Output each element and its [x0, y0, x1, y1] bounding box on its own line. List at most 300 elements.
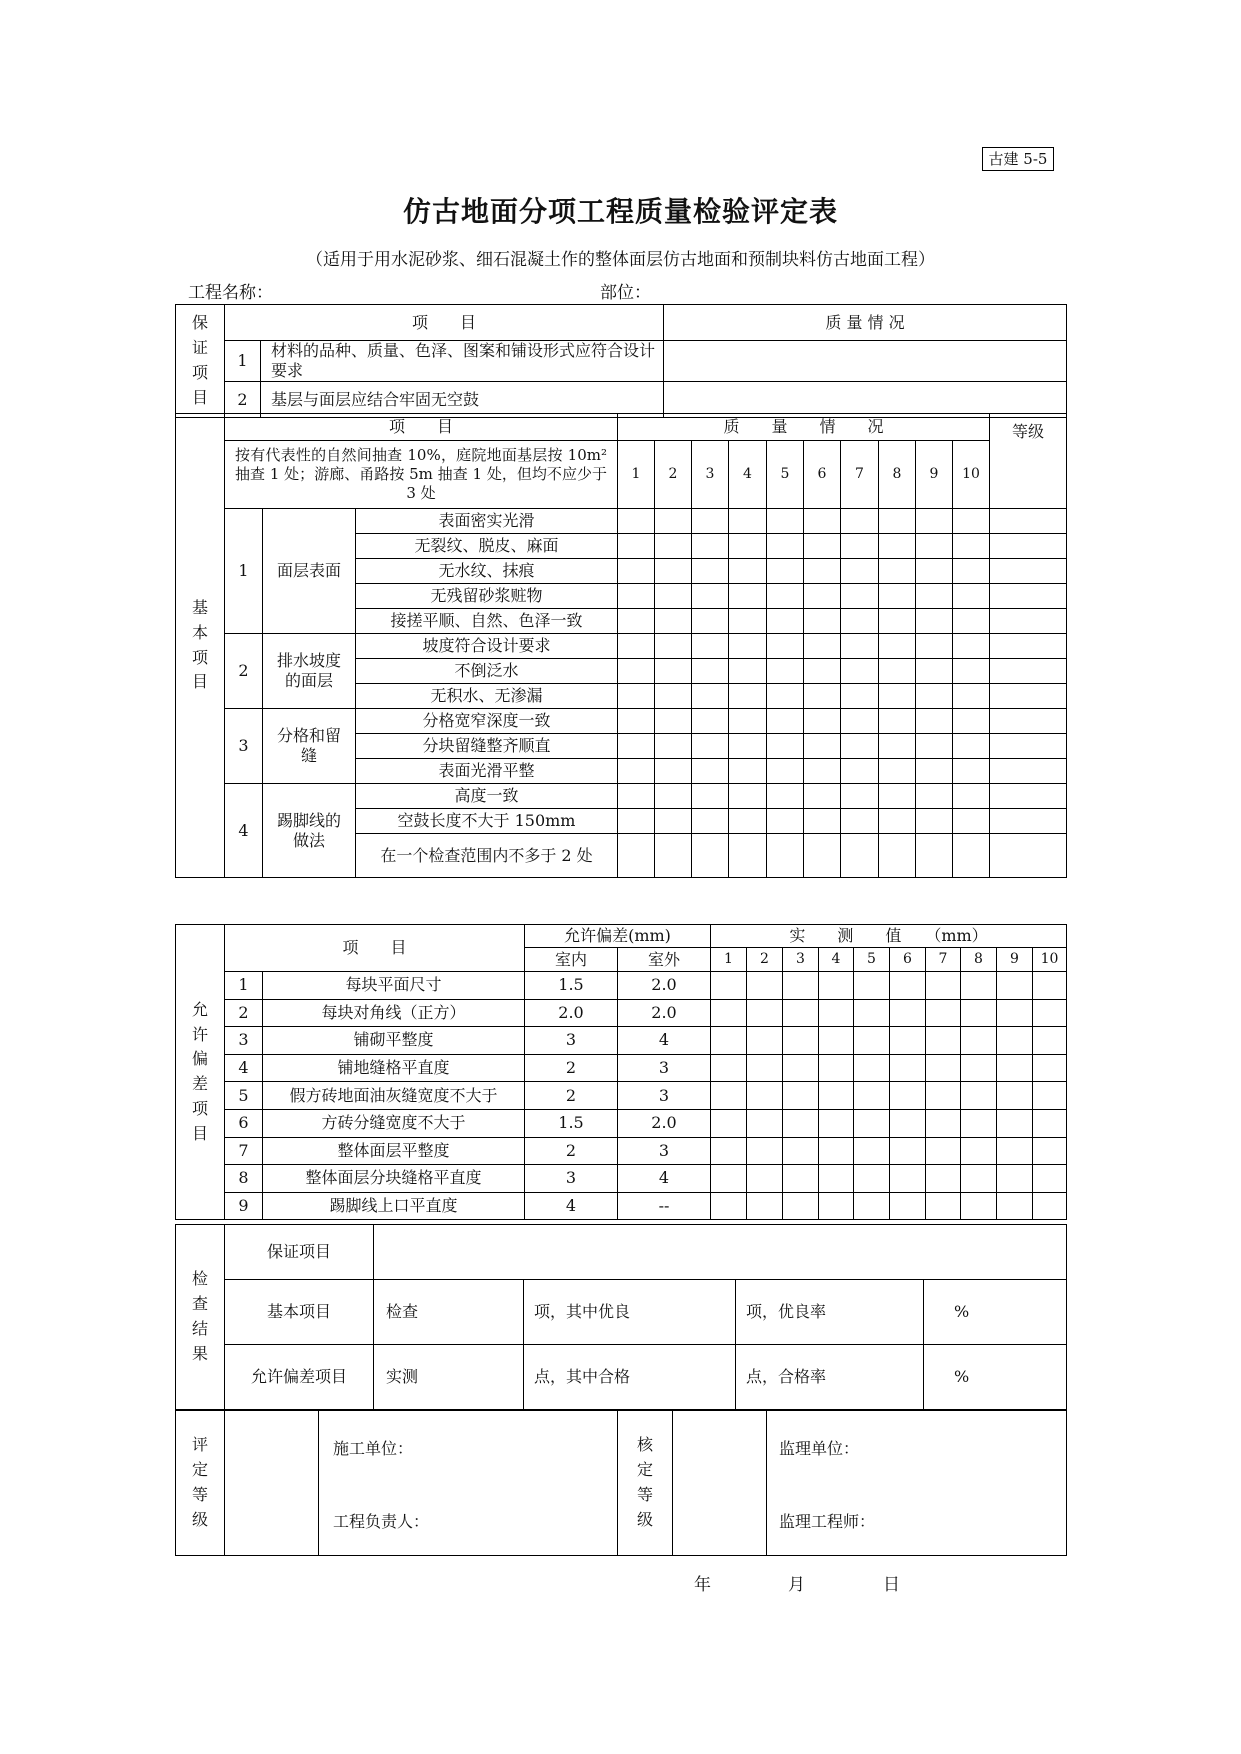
basic-check-cell[interactable] — [692, 684, 729, 709]
basic-check-cell[interactable] — [729, 609, 767, 634]
tolerance-row-name: 整体面层分块缝格平直度 — [263, 1165, 525, 1193]
basic-grade-cell[interactable] — [990, 784, 1067, 809]
basic-check-cell[interactable] — [729, 584, 767, 609]
evaluation-section-label — [176, 1411, 225, 1556]
tolerance-measure-cell[interactable] — [997, 1082, 1033, 1110]
basic-check-cell[interactable] — [916, 609, 953, 634]
basic-grade-header: 等级 — [990, 414, 1067, 509]
basic-group-no: 2 — [225, 634, 263, 709]
basic-check-cell[interactable] — [729, 534, 767, 559]
basic-check-cell[interactable] — [879, 559, 916, 584]
basic-check-cell[interactable] — [804, 584, 841, 609]
basic-check-cell[interactable] — [618, 684, 655, 709]
basic-check-cell[interactable] — [879, 784, 916, 809]
basic-check-cell[interactable] — [916, 509, 953, 534]
tolerance-measure-cell[interactable] — [854, 1165, 890, 1193]
basic-check-cell[interactable] — [655, 584, 692, 609]
basic-grade-cell[interactable] — [990, 834, 1067, 878]
tolerance-row-indoor: 4 — [525, 1192, 618, 1220]
basic-check-cell[interactable] — [729, 509, 767, 534]
results-tolerance-percent: % — [924, 1345, 1067, 1410]
basic-check-cell[interactable] — [767, 584, 804, 609]
basic-column-header: 2 — [655, 441, 692, 509]
tolerance-measure-cell[interactable] — [783, 972, 819, 1000]
tolerance-measure-cell[interactable] — [997, 1137, 1033, 1165]
tolerance-measure-cell[interactable] — [747, 1054, 783, 1082]
tolerance-measure-cell[interactable] — [783, 1137, 819, 1165]
tolerance-measure-cell[interactable] — [747, 1192, 783, 1220]
basic-check-cell[interactable] — [953, 734, 990, 759]
basic-check-cell[interactable] — [953, 559, 990, 584]
basic-check-cell[interactable] — [729, 684, 767, 709]
basic-check-cell[interactable] — [879, 659, 916, 684]
page-subtitle: （适用于用水泥砂浆、细石混凝土作的整体面层仿古地面和预制块料仿古地面工程） — [306, 250, 935, 270]
basic-grade-cell[interactable] — [990, 509, 1067, 534]
basic-check-cell[interactable] — [655, 734, 692, 759]
tolerance-row-outdoor: 3 — [618, 1082, 711, 1110]
tolerance-measure-cell[interactable] — [890, 1137, 926, 1165]
tolerance-row-no: 4 — [225, 1054, 263, 1082]
tolerance-measure-cell[interactable] — [747, 1165, 783, 1193]
basic-check-cell[interactable] — [767, 659, 804, 684]
tolerance-measure-cell[interactable] — [926, 1192, 961, 1220]
basic-check-cell[interactable] — [729, 784, 767, 809]
tolerance-row-indoor: 1.5 — [525, 1109, 618, 1137]
tolerance-measure-cell[interactable] — [1033, 1192, 1067, 1220]
basic-check-cell[interactable] — [879, 759, 916, 784]
results-tolerance-qualified: 点，其中合格 — [524, 1345, 736, 1410]
basic-check-cell[interactable] — [692, 759, 729, 784]
tolerance-measure-cell[interactable] — [819, 999, 854, 1027]
tolerance-row-no: 2 — [225, 999, 263, 1027]
basic-check-cell[interactable] — [916, 659, 953, 684]
tolerance-row-no: 7 — [225, 1137, 263, 1165]
basic-check-cell[interactable] — [804, 509, 841, 534]
date-year: 年 — [694, 1575, 711, 1595]
tolerance-measure-cell[interactable] — [711, 1027, 747, 1055]
basic-check-cell[interactable] — [841, 584, 879, 609]
tolerance-measure-cell[interactable] — [819, 1109, 854, 1137]
tolerance-measure-cell[interactable] — [783, 999, 819, 1027]
tolerance-table — [175, 924, 1067, 1220]
tolerance-row-outdoor: 3 — [618, 1137, 711, 1165]
tolerance-measure-cell[interactable] — [783, 1192, 819, 1220]
basic-check-cell[interactable] — [655, 609, 692, 634]
basic-check-cell[interactable] — [879, 834, 916, 878]
tolerance-measure-cell[interactable] — [961, 1082, 997, 1110]
tolerance-measure-cell[interactable] — [783, 1054, 819, 1082]
basic-check-cell[interactable] — [804, 734, 841, 759]
tolerance-measure-cell[interactable] — [926, 1054, 961, 1082]
basic-check-cell[interactable] — [618, 809, 655, 834]
date-month: 月 — [788, 1575, 805, 1595]
tolerance-measure-cell[interactable] — [747, 1137, 783, 1165]
basic-grade-cell[interactable] — [990, 634, 1067, 659]
basic-check-cell[interactable] — [729, 734, 767, 759]
tolerance-measure-cell[interactable] — [711, 1165, 747, 1193]
basic-check-cell[interactable] — [916, 709, 953, 734]
basic-check-cell[interactable] — [655, 834, 692, 878]
basic-check-cell[interactable] — [692, 709, 729, 734]
tolerance-measure-cell[interactable] — [711, 999, 747, 1027]
tolerance-measure-cell[interactable] — [854, 972, 890, 1000]
basic-check-cell[interactable] — [916, 684, 953, 709]
basic-check-cell[interactable] — [841, 659, 879, 684]
basic-check-cell[interactable] — [655, 509, 692, 534]
basic-check-cell[interactable] — [841, 809, 879, 834]
basic-check-cell[interactable] — [655, 634, 692, 659]
basic-check-cell[interactable] — [953, 659, 990, 684]
basic-check-cell[interactable] — [804, 759, 841, 784]
basic-check-cell[interactable] — [916, 759, 953, 784]
basic-check-cell[interactable] — [767, 559, 804, 584]
tolerance-measure-cell[interactable] — [926, 1165, 961, 1193]
basic-check-cell[interactable] — [916, 834, 953, 878]
basic-check-cell[interactable] — [879, 509, 916, 534]
tolerance-measure-cell[interactable] — [711, 1054, 747, 1082]
basic-check-cell[interactable] — [729, 634, 767, 659]
tolerance-measure-cell[interactable] — [1033, 1137, 1067, 1165]
basic-check-cell[interactable] — [767, 709, 804, 734]
tolerance-measure-cell[interactable] — [854, 999, 890, 1027]
basic-check-cell[interactable] — [916, 734, 953, 759]
basic-item-text: 分格宽窄深度一致 — [356, 709, 618, 734]
tolerance-measure-cell[interactable] — [961, 999, 997, 1027]
tolerance-measure-cell[interactable] — [926, 972, 961, 1000]
basic-check-cell[interactable] — [879, 709, 916, 734]
tolerance-row-name: 每块对角线（正方） — [263, 999, 525, 1027]
basic-check-cell[interactable] — [729, 759, 767, 784]
basic-grade-cell[interactable] — [990, 684, 1067, 709]
basic-check-cell[interactable] — [692, 809, 729, 834]
basic-check-cell[interactable] — [804, 659, 841, 684]
tolerance-measure-cell[interactable] — [961, 1109, 997, 1137]
basic-check-cell[interactable] — [804, 709, 841, 734]
basic-check-cell[interactable] — [841, 834, 879, 878]
basic-group-no: 1 — [225, 509, 263, 634]
basic-check-cell[interactable] — [729, 559, 767, 584]
tolerance-row-no: 9 — [225, 1192, 263, 1220]
basic-check-cell[interactable] — [841, 759, 879, 784]
basic-check-cell[interactable] — [618, 759, 655, 784]
results-basic-excellent: 项，其中优良 — [524, 1280, 736, 1345]
basic-grade-cell[interactable] — [990, 809, 1067, 834]
tolerance-measure-cell[interactable] — [819, 1054, 854, 1082]
basic-check-cell[interactable] — [767, 534, 804, 559]
basic-check-cell[interactable] — [767, 759, 804, 784]
tolerance-measure-cell[interactable] — [1033, 1027, 1067, 1055]
basic-row — [176, 634, 1067, 659]
basic-check-cell[interactable] — [804, 559, 841, 584]
results-basic-rate: 项，优良率 — [736, 1280, 924, 1345]
tolerance-measure-cell[interactable] — [854, 1082, 890, 1110]
basic-check-cell[interactable] — [618, 784, 655, 809]
guarantee-quality-cell[interactable] — [664, 341, 1067, 382]
basic-grade-cell[interactable] — [990, 759, 1067, 784]
tolerance-measure-cell[interactable] — [997, 972, 1033, 1000]
tolerance-measure-cell[interactable] — [890, 1192, 926, 1220]
project-name-label: 工程名称： — [188, 283, 273, 303]
basic-grade-cell[interactable] — [990, 559, 1067, 584]
basic-check-cell[interactable] — [618, 734, 655, 759]
basic-check-cell[interactable] — [767, 609, 804, 634]
tolerance-row-indoor: 1.5 — [525, 972, 618, 1000]
basic-check-cell[interactable] — [729, 809, 767, 834]
tolerance-measure-cell[interactable] — [926, 1027, 961, 1055]
basic-row — [176, 784, 1067, 809]
tolerance-measure-cell[interactable] — [926, 1109, 961, 1137]
basic-check-cell[interactable] — [618, 634, 655, 659]
tolerance-column-header: 3 — [783, 948, 819, 972]
basic-check-cell[interactable] — [655, 684, 692, 709]
basic-check-cell[interactable] — [692, 634, 729, 659]
tolerance-measure-cell[interactable] — [819, 1082, 854, 1110]
basic-check-cell[interactable] — [767, 634, 804, 659]
basic-check-cell[interactable] — [729, 834, 767, 878]
basic-check-cell[interactable] — [879, 809, 916, 834]
supervision-unit-label: 监理单位： — [779, 1439, 860, 1458]
tolerance-measure-cell[interactable] — [854, 1054, 890, 1082]
basic-check-cell[interactable] — [655, 759, 692, 784]
basic-check-cell[interactable] — [655, 534, 692, 559]
tolerance-measure-cell[interactable] — [997, 1192, 1033, 1220]
basic-check-cell[interactable] — [953, 709, 990, 734]
tolerance-row-name: 假方砖地面油灰缝宽度不大于 — [263, 1082, 525, 1110]
tolerance-measure-cell[interactable] — [961, 1027, 997, 1055]
basic-check-cell[interactable] — [953, 534, 990, 559]
basic-check-cell[interactable] — [692, 534, 729, 559]
basic-check-cell[interactable] — [618, 609, 655, 634]
tolerance-column-header: 5 — [854, 948, 890, 972]
basic-check-cell[interactable] — [879, 584, 916, 609]
basic-check-cell[interactable] — [767, 734, 804, 759]
tolerance-measure-cell[interactable] — [854, 1109, 890, 1137]
basic-grade-cell[interactable] — [990, 534, 1067, 559]
tolerance-measure-cell[interactable] — [819, 1137, 854, 1165]
basic-check-cell[interactable] — [618, 509, 655, 534]
basic-check-cell[interactable] — [655, 559, 692, 584]
tolerance-measure-cell[interactable] — [819, 1192, 854, 1220]
tolerance-measure-cell[interactable] — [819, 1165, 854, 1193]
basic-check-cell[interactable] — [841, 709, 879, 734]
basic-check-cell[interactable] — [618, 559, 655, 584]
basic-check-cell[interactable] — [841, 609, 879, 634]
tolerance-measure-cell[interactable] — [854, 1137, 890, 1165]
basic-check-cell[interactable] — [879, 534, 916, 559]
basic-check-cell[interactable] — [692, 784, 729, 809]
basic-check-cell[interactable] — [916, 634, 953, 659]
tolerance-measure-cell[interactable] — [711, 972, 747, 1000]
tolerance-row-no: 3 — [225, 1027, 263, 1055]
basic-check-cell[interactable] — [916, 534, 953, 559]
tolerance-measure-cell[interactable] — [711, 1109, 747, 1137]
tolerance-measure-cell[interactable] — [854, 1192, 890, 1220]
basic-check-cell[interactable] — [767, 834, 804, 878]
basic-check-cell[interactable] — [916, 584, 953, 609]
basic-check-cell[interactable] — [916, 559, 953, 584]
basic-check-cell[interactable] — [953, 584, 990, 609]
tolerance-measure-cell[interactable] — [854, 1027, 890, 1055]
tolerance-measure-cell[interactable] — [890, 1165, 926, 1193]
basic-column-header: 7 — [841, 441, 879, 509]
tolerance-measure-cell[interactable] — [747, 1109, 783, 1137]
basic-grade-cell[interactable] — [990, 709, 1067, 734]
tolerance-measure-cell[interactable] — [783, 1165, 819, 1193]
basic-check-cell[interactable] — [841, 734, 879, 759]
tolerance-measure-cell[interactable] — [1033, 1109, 1067, 1137]
basic-check-cell[interactable] — [804, 634, 841, 659]
tolerance-row-name: 铺砌平整度 — [263, 1027, 525, 1055]
basic-item-text: 无残留砂浆赃物 — [356, 584, 618, 609]
basic-check-cell[interactable] — [655, 809, 692, 834]
basic-check-cell[interactable] — [916, 809, 953, 834]
tolerance-row-outdoor: 2.0 — [618, 1109, 711, 1137]
basic-grade-cell[interactable] — [990, 609, 1067, 634]
tolerance-measure-cell[interactable] — [1033, 999, 1067, 1027]
basic-check-cell[interactable] — [767, 784, 804, 809]
basic-check-cell[interactable] — [692, 559, 729, 584]
construction-cell — [319, 1411, 618, 1556]
basic-check-cell[interactable] — [879, 684, 916, 709]
basic-check-cell[interactable] — [767, 509, 804, 534]
tolerance-measure-cell[interactable] — [961, 972, 997, 1000]
basic-check-cell[interactable] — [655, 784, 692, 809]
tolerance-measure-cell[interactable] — [783, 1027, 819, 1055]
tolerance-measure-cell[interactable] — [711, 1082, 747, 1110]
basic-check-cell[interactable] — [953, 509, 990, 534]
tolerance-measure-cell[interactable] — [783, 1082, 819, 1110]
basic-check-cell[interactable] — [729, 709, 767, 734]
tolerance-measure-cell[interactable] — [961, 1192, 997, 1220]
basic-check-cell[interactable] — [767, 684, 804, 709]
tolerance-measure-cell[interactable] — [997, 1054, 1033, 1082]
basic-check-cell[interactable] — [692, 509, 729, 534]
tolerance-measure-cell[interactable] — [890, 1054, 926, 1082]
basic-check-cell[interactable] — [841, 559, 879, 584]
tolerance-measure-cell[interactable] — [819, 972, 854, 1000]
tolerance-measure-cell[interactable] — [997, 1109, 1033, 1137]
tolerance-measure-cell[interactable] — [961, 1137, 997, 1165]
basic-column-header: 1 — [618, 441, 655, 509]
tolerance-measure-cell[interactable] — [890, 972, 926, 1000]
basic-check-cell[interactable] — [953, 834, 990, 878]
tolerance-row-indoor: 2 — [525, 1054, 618, 1082]
evaluation-grade-cell[interactable] — [225, 1411, 319, 1556]
basic-check-cell[interactable] — [692, 659, 729, 684]
basic-check-cell[interactable] — [655, 709, 692, 734]
basic-check-cell[interactable] — [618, 534, 655, 559]
basic-section-text: 基 本 项 目 — [191, 597, 208, 692]
basic-grade-cell[interactable] — [990, 659, 1067, 684]
basic-check-cell[interactable] — [804, 609, 841, 634]
basic-check-cell[interactable] — [618, 834, 655, 878]
basic-check-cell[interactable] — [879, 609, 916, 634]
tolerance-measure-cell[interactable] — [819, 1027, 854, 1055]
tolerance-measure-cell[interactable] — [890, 1027, 926, 1055]
basic-item-text: 无水纹、抹痕 — [356, 559, 618, 584]
tolerance-measure-cell[interactable] — [1033, 1054, 1067, 1082]
basic-check-cell[interactable] — [953, 684, 990, 709]
verify-grade-cell[interactable] — [673, 1411, 767, 1556]
tolerance-measure-cell[interactable] — [997, 1027, 1033, 1055]
basic-check-cell[interactable] — [841, 634, 879, 659]
basic-check-cell[interactable] — [841, 684, 879, 709]
tolerance-measure-cell[interactable] — [890, 999, 926, 1027]
basic-grade-cell[interactable] — [990, 734, 1067, 759]
basic-check-cell[interactable] — [953, 634, 990, 659]
tolerance-measure-cell[interactable] — [747, 1027, 783, 1055]
tolerance-measure-cell[interactable] — [1033, 1165, 1067, 1193]
basic-item-text: 坡度符合设计要求 — [356, 634, 618, 659]
basic-check-cell[interactable] — [618, 709, 655, 734]
tolerance-measure-cell[interactable] — [747, 999, 783, 1027]
basic-check-cell[interactable] — [729, 659, 767, 684]
tolerance-measure-cell[interactable] — [926, 1137, 961, 1165]
results-table — [175, 1224, 1067, 1410]
basic-check-cell[interactable] — [618, 659, 655, 684]
tolerance-measure-cell[interactable] — [1033, 972, 1067, 1000]
basic-group-no: 4 — [225, 784, 263, 878]
basic-check-cell[interactable] — [953, 809, 990, 834]
tolerance-measure-cell[interactable] — [926, 999, 961, 1027]
basic-check-cell[interactable] — [767, 809, 804, 834]
basic-check-cell[interactable] — [841, 784, 879, 809]
tolerance-measure-cell[interactable] — [890, 1109, 926, 1137]
verify-label — [618, 1411, 673, 1556]
page-title: 仿古地面分项工程质量检验评定表 — [402, 195, 838, 228]
basic-check-cell[interactable] — [804, 684, 841, 709]
basic-check-cell[interactable] — [953, 609, 990, 634]
basic-check-cell[interactable] — [916, 784, 953, 809]
basic-check-cell[interactable] — [692, 584, 729, 609]
basic-check-cell[interactable] — [655, 659, 692, 684]
tolerance-measure-cell[interactable] — [890, 1082, 926, 1110]
tolerance-measure-cell[interactable] — [997, 999, 1033, 1027]
basic-item-text: 空鼓长度不大于 150mm — [356, 809, 618, 834]
tolerance-measure-cell[interactable] — [711, 1192, 747, 1220]
basic-check-cell[interactable] — [692, 609, 729, 634]
tolerance-measure-cell[interactable] — [747, 1082, 783, 1110]
basic-check-cell[interactable] — [841, 509, 879, 534]
basic-check-cell[interactable] — [804, 834, 841, 878]
tolerance-measure-cell[interactable] — [711, 1137, 747, 1165]
tolerance-measure-cell[interactable] — [961, 1165, 997, 1193]
results-guarantee-value[interactable] — [374, 1225, 1067, 1280]
basic-check-cell[interactable] — [841, 534, 879, 559]
basic-check-cell[interactable] — [618, 584, 655, 609]
tolerance-row-name: 每块平面尺寸 — [263, 972, 525, 1000]
basic-grade-cell[interactable] — [990, 584, 1067, 609]
tolerance-measure-cell[interactable] — [1033, 1082, 1067, 1110]
tolerance-row-indoor: 2 — [525, 1082, 618, 1110]
tolerance-measure-cell[interactable] — [997, 1165, 1033, 1193]
date-day: 日 — [883, 1575, 900, 1595]
basic-check-cell[interactable] — [692, 834, 729, 878]
basic-check-cell[interactable] — [879, 634, 916, 659]
basic-check-cell[interactable] — [953, 759, 990, 784]
basic-check-cell[interactable] — [953, 784, 990, 809]
tolerance-measure-cell[interactable] — [961, 1054, 997, 1082]
tolerance-measure-cell[interactable] — [747, 972, 783, 1000]
tolerance-measure-cell[interactable] — [783, 1109, 819, 1137]
basic-column-header: 9 — [916, 441, 953, 509]
basic-check-cell[interactable] — [692, 734, 729, 759]
basic-check-cell[interactable] — [804, 784, 841, 809]
basic-check-cell[interactable] — [879, 734, 916, 759]
basic-check-cell[interactable] — [804, 809, 841, 834]
tolerance-measure-cell[interactable] — [926, 1082, 961, 1110]
basic-check-cell[interactable] — [804, 534, 841, 559]
